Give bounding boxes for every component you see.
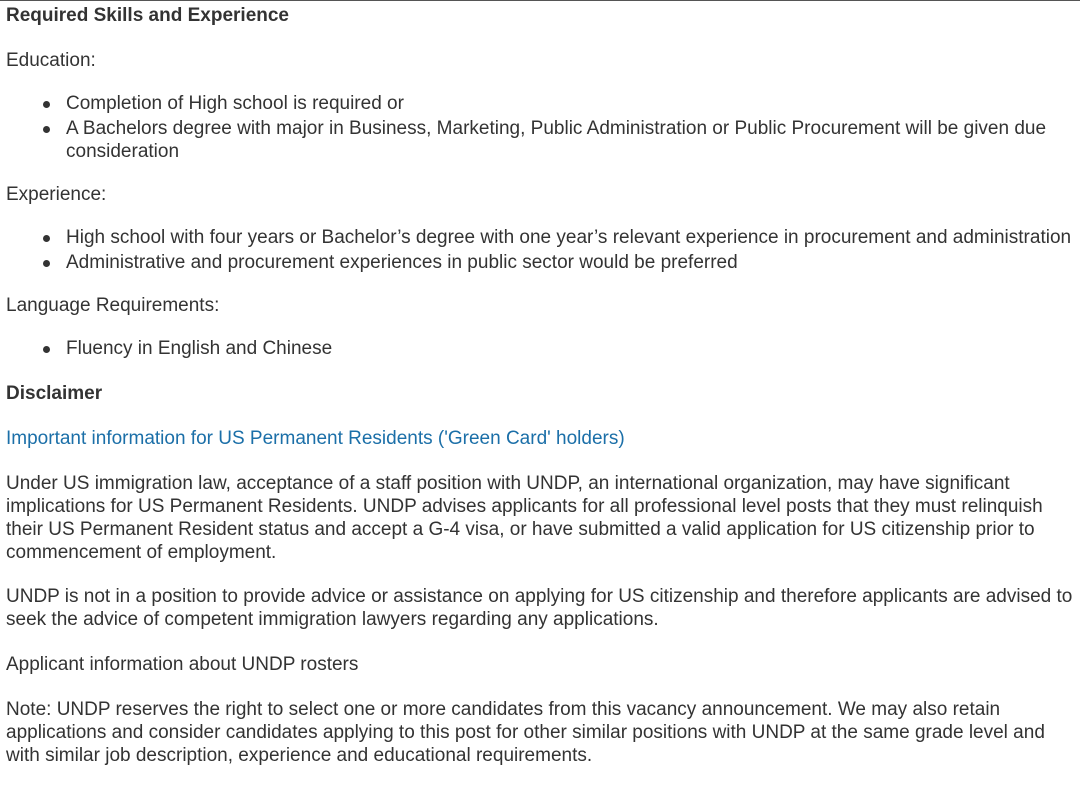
experience-list — [6, 226, 1074, 274]
bullet-icon — [43, 101, 50, 108]
list-item — [6, 249, 1074, 274]
list-item-text: Completion of High school is required or — [66, 93, 404, 114]
list-item — [6, 92, 1074, 115]
immigration-paragraph: Under US immigration law, acceptance of a staff position with UNDP, an international organization, may have significant implications for US Permanent Residents. UNDP advises applicants for all professional level posts that they must relinquish their US Permanent Resident status and accept a G-4 visa, or have submitted a valid application for US citizenship prior to commencement of employment. — [6, 473, 1043, 563]
list-item — [6, 115, 1074, 163]
skills-heading: Required Skills and Experience — [6, 5, 289, 26]
list-item-text: Fluency in English and Chinese — [66, 338, 333, 359]
top-divider — [0, 0, 1080, 1]
green-card-link-row — [6, 427, 1074, 450]
rosters-label: Applicant information about UNDP rosters — [6, 654, 359, 675]
note-paragraph: Note: UNDP reserves the right to select one or more candidates from this vacancy announcement. We may also retain applications and consider candidates applying to this post for other similar positions with UNDP at the same grade level and with similar job description, experience and educational requirements. — [6, 699, 1045, 766]
disclaimer-heading: Disclaimer — [6, 383, 103, 404]
bullet-icon — [43, 126, 50, 133]
list-item — [6, 226, 1074, 249]
language-label: Language Requirements: — [6, 295, 220, 316]
education-list — [6, 92, 1074, 163]
list-item-text: A Bachelors degree with major in Business, Marketing, Public Administration or Public Procurement will be given due consideration — [66, 118, 1047, 162]
experience-label: Experience: — [6, 184, 107, 205]
bullet-icon — [43, 260, 50, 267]
language-list — [6, 337, 1074, 360]
list-item-text: High school with four years or Bachelor’s degree with one year’s relevant experience in procurement and administration — [66, 227, 1072, 248]
education-label: Education: — [6, 50, 96, 71]
advice-paragraph: UNDP is not in a position to provide advice or assistance on applying for US citizenship and therefore applicants are advised to seek the advice of competent immigration lawyers regarding any applications. — [6, 586, 1073, 630]
job-description-content — [6, 4, 1074, 767]
list-item — [6, 337, 1074, 360]
green-card-info-link[interactable]: Important information for US Permanent Residents ('Green Card' holders) — [6, 428, 625, 449]
list-item-text: Administrative and procurement experiences in public sector would be preferred — [66, 252, 738, 273]
bullet-icon — [43, 235, 50, 242]
bullet-icon — [43, 346, 50, 353]
